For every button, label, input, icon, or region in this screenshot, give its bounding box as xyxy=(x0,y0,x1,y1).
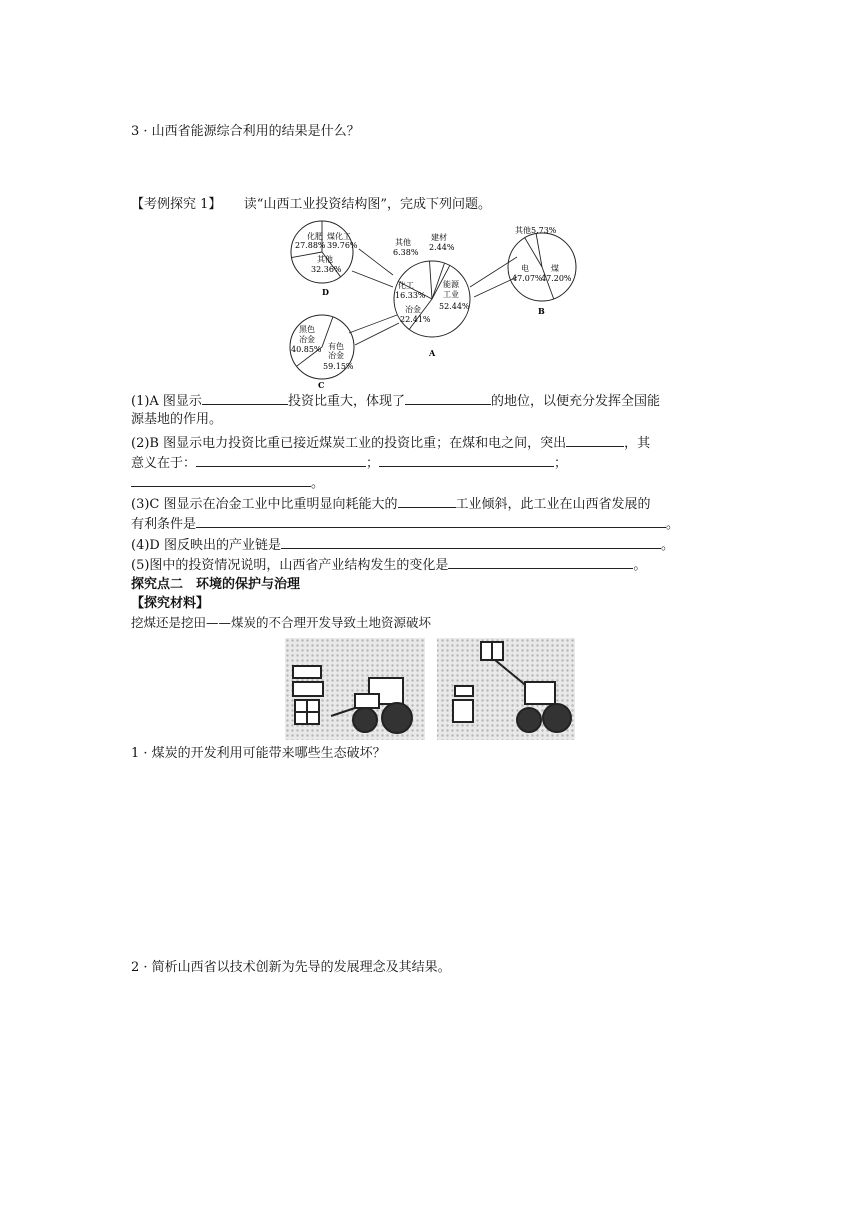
b-elec-label: 电 xyxy=(521,264,529,273)
material-label: 【探究材料】 xyxy=(131,596,210,611)
question-4 xyxy=(131,535,674,555)
d-letter: D xyxy=(322,287,329,297)
c-black-pct: 40.85% xyxy=(291,345,322,354)
q3c-blank-2[interactable] xyxy=(196,514,666,528)
a-other-pct: 6.38% xyxy=(393,248,419,257)
question-1-line-1 xyxy=(131,391,660,411)
pie-b xyxy=(508,233,576,301)
q2-blank-4[interactable] xyxy=(131,473,311,487)
b-coal-label: 煤 xyxy=(551,264,559,273)
q3c-text-2: 工业倾斜，此工业在山西省发展的 xyxy=(455,497,651,512)
section-2-question-2: 2 · 简析山西省以技术创新为先导的发展理念及其结果。 xyxy=(131,960,451,975)
c-color-label: 有色 xyxy=(328,342,344,351)
d-other-pct: 32.36% xyxy=(311,265,342,274)
q2-text-1: (2)B 图显示电力投资比重已接近煤炭工业的投资比重；在煤和电之间，突出 xyxy=(131,436,567,451)
question-3c-line-2 xyxy=(131,514,679,534)
q3c-text-3: 有利条件是 xyxy=(131,517,197,532)
q5-end: 。 xyxy=(633,558,647,573)
q2-blank-3[interactable] xyxy=(379,453,554,467)
q4-end: 。 xyxy=(660,538,674,553)
a-energy-pct: 52.44% xyxy=(439,302,470,311)
section-2-question-1: 1 · 煤炭的开发利用可能带来哪些生态破坏？ xyxy=(131,746,386,761)
question-3c-line-1 xyxy=(131,494,651,514)
q1-text-1: (1)A 图显示 xyxy=(131,394,202,409)
a-energy-label2: 工业 xyxy=(443,290,459,299)
a-chem-pct: 16.33% xyxy=(395,291,426,300)
section-2-title: 探究点二 环境的保护与治理 xyxy=(131,577,301,592)
c-letter: C xyxy=(318,380,325,390)
q3c-blank-1[interactable] xyxy=(398,494,456,508)
b-elec-pct: 47.07% xyxy=(512,274,543,283)
q1-blank-2[interactable] xyxy=(405,391,491,405)
a-letter: A xyxy=(429,348,436,358)
industry-investment-chart xyxy=(285,215,585,390)
q1-blank-1[interactable] xyxy=(202,391,288,405)
d-coalchem-label: 煤化工 xyxy=(327,232,351,241)
a-chem-label: 化工 xyxy=(398,281,414,290)
material-caption: 挖煤还是挖田——煤炭的不合理开发导致土地资源破坏 xyxy=(131,615,432,630)
q5-text: (5)图中的投资情况说明，山西省产业结构发生的变化是 xyxy=(131,558,449,573)
example-heading xyxy=(131,196,491,214)
q4-text: (4)D 图反映出的产业链是 xyxy=(131,538,281,553)
q2-sep-1: ； xyxy=(366,456,380,471)
a-metal-label: 冶金 xyxy=(405,305,421,314)
question-5 xyxy=(131,555,646,575)
q1-text-3: 的地位，以便充分发挥全国能 xyxy=(490,394,660,409)
left-field-blocks xyxy=(293,666,323,724)
b-coal-pct: 47.20% xyxy=(541,274,572,283)
c-black-label: 黑色 xyxy=(299,325,315,334)
q5-blank[interactable] xyxy=(448,555,633,569)
q2-text-3: 意义在于： xyxy=(131,456,197,471)
q4-blank[interactable] xyxy=(281,535,661,549)
d-coalchem-pct: 39.76% xyxy=(327,241,358,250)
connector-a-d-2 xyxy=(359,249,393,275)
question-3: 3 · 山西省能源综合利用的结果是什么？ xyxy=(131,124,360,139)
question-2-line-1 xyxy=(131,433,650,453)
b-other-label: 其他5.73% xyxy=(515,226,557,235)
example-label: 【考例探究 1】 xyxy=(131,197,222,212)
a-other-label: 其他 xyxy=(395,238,411,247)
d-fert-label: 化肥 xyxy=(307,232,323,241)
question-2-line-2 xyxy=(131,453,567,473)
c-color-pct: 59.15% xyxy=(323,362,354,371)
q2-sep-2: ； xyxy=(554,456,568,471)
q2-end: 。 xyxy=(311,476,325,491)
q2-blank-2[interactable] xyxy=(196,453,366,467)
q2-text-2: ，其 xyxy=(624,436,651,451)
a-build-label: 建材 xyxy=(431,233,447,242)
c-color-label2: 冶金 xyxy=(328,351,344,360)
connector-a-c-2 xyxy=(355,323,399,345)
a-metal-pct: 22.41% xyxy=(400,315,431,324)
q3c-text-1: (3)C 图显示在冶金工业中比重明显向耗能大的 xyxy=(131,497,398,512)
d-fert-pct: 27.88% xyxy=(295,241,326,250)
a-build-pct: 2.44% xyxy=(429,243,455,252)
d-other-label: 其他 xyxy=(317,255,333,264)
example-instruction: 读“山西工业投资结构图”，完成下列问题。 xyxy=(243,197,491,212)
b-letter: B xyxy=(538,306,545,316)
a-energy-label: 能源 xyxy=(443,280,459,289)
question-2-line-3 xyxy=(131,473,324,493)
c-black-label2: 冶金 xyxy=(299,335,315,344)
q2-blank-1[interactable] xyxy=(566,433,624,447)
q1-text-2: 投资比重大，体现了 xyxy=(287,394,405,409)
connector-a-d-1 xyxy=(352,271,393,287)
question-1-line-2: 源基地的作用。 xyxy=(131,412,223,427)
connector-a-c-1 xyxy=(349,315,397,333)
mining-illustration xyxy=(285,638,575,740)
q3c-end: 。 xyxy=(666,517,680,532)
